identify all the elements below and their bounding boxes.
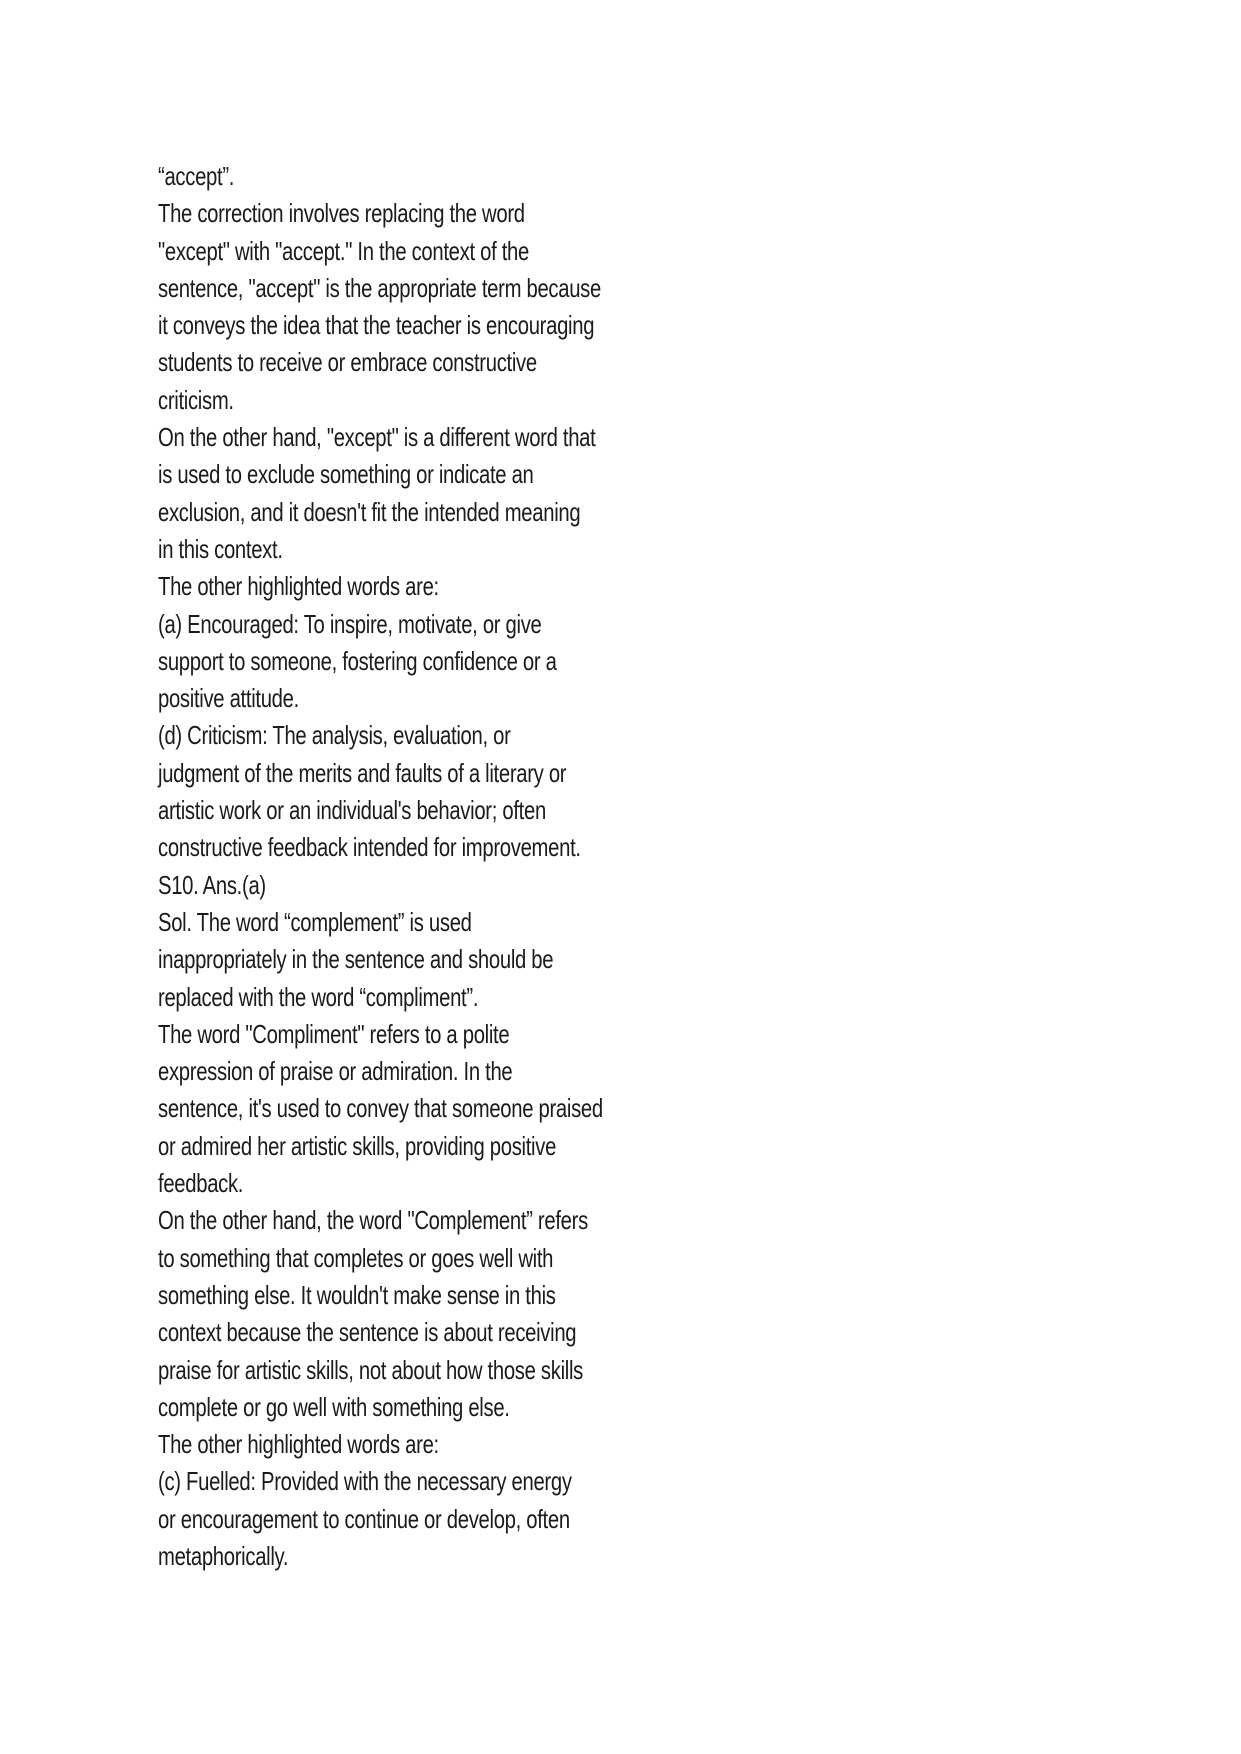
text-line: complete or go well with something else.: [158, 1391, 510, 1422]
text-line: Sol. The word “complement” is used: [158, 906, 472, 937]
text-line: or encouragement to continue or develop, often: [158, 1503, 570, 1534]
text-line: context because the sentence is about receiving: [158, 1317, 577, 1348]
text-line: it conveys the idea that the teacher is encouraging: [158, 310, 595, 341]
text-line: (a) Encouraged: To inspire, motivate, or give: [158, 608, 542, 639]
text-line: criticism.: [158, 384, 234, 415]
text-line: artistic work or an individual's behavior; often: [158, 795, 546, 826]
text-line: “accept”.: [158, 161, 235, 191]
text-line: metaphorically.: [158, 1540, 289, 1571]
text-line: sentence, "accept" is the appropriate term because: [158, 272, 601, 303]
text-line: "except" with "accept." In the context of the: [158, 235, 529, 266]
text-line: to something that completes or goes well with: [158, 1242, 554, 1273]
text-line: is used to exclude something or indicate an: [158, 459, 534, 490]
text-line: inappropriately in the sentence and should be: [158, 944, 554, 975]
text-line: The other highlighted words are:: [158, 1429, 439, 1460]
text-line: feedback.: [158, 1168, 244, 1199]
text-column: [158, 158, 829, 1575]
text-line: positive attitude.: [158, 683, 299, 714]
text-line: On the other hand, "except" is a different word that: [158, 422, 596, 453]
text-line: S10. Ans.(a): [158, 869, 266, 900]
text-line: in this context.: [158, 533, 283, 564]
text-line: On the other hand, the word "Complement” refers: [158, 1205, 588, 1236]
text-line: constructive feedback intended for improvement.: [158, 832, 581, 863]
text-line: (c) Fuelled: Provided with the necessary energy: [158, 1466, 572, 1497]
text-line: students to receive or embrace constructive: [158, 347, 537, 378]
text-line: expression of praise or admiration. In the: [158, 1056, 513, 1087]
text-line: judgment of the merits and faults of a literary or: [158, 757, 567, 788]
text-line: sentence, it's used to convey that someone praised: [158, 1093, 603, 1124]
text-line: The other highlighted words are:: [158, 571, 439, 602]
text-line: replaced with the word “compliment”.: [158, 981, 479, 1012]
text-line: something else. It wouldn't make sense in this: [158, 1279, 556, 1310]
text-line: exclusion, and it doesn't fit the intended meaning: [158, 496, 581, 527]
text-line: praise for artistic skills, not about how those skills: [158, 1354, 583, 1385]
text-line: or admired her artistic skills, providing positive: [158, 1130, 557, 1161]
text-line: The word "Compliment" refers to a polite: [158, 1018, 510, 1049]
text-line: (d) Criticism: The analysis, evaluation, or: [158, 720, 511, 751]
text-line: The correction involves replacing the word: [158, 198, 525, 229]
text-line: support to someone, fostering confidence or a: [158, 645, 557, 676]
